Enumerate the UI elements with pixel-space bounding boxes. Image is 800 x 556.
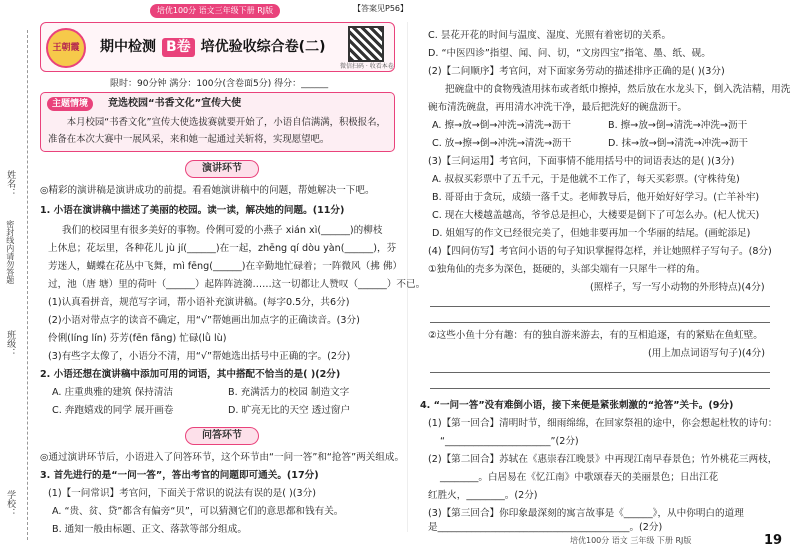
q3-4-note-1: (照样子，写一写小动物的外形特点)(4分) bbox=[590, 282, 765, 293]
seal-line bbox=[27, 30, 28, 540]
question-3-3: (3)【三问运用】考官问，下面事情不能用括号中的词语表达的是( )(3分) bbox=[428, 156, 735, 167]
passage-line-1: 我们的校园里有很多美好的事物。伶俐可爱的小燕子 xián xì(______)的柳枝 bbox=[62, 225, 383, 236]
answer-line[interactable] bbox=[430, 322, 770, 323]
title-badge: B卷 bbox=[162, 38, 195, 57]
question-4-2-blank-2[interactable]: 红胜火，________。(2分) bbox=[428, 490, 538, 501]
footer-text: 培优100分 语文 三年级 下册 RJ版 bbox=[570, 536, 692, 545]
question-1-3: (3)有些字太像了，小语分不清，用“√”帮她选出括号中正确的字。(2分) bbox=[48, 351, 351, 362]
q3-3-option-b[interactable]: B. 哥哥由于贪玩，成绩一落千丈。老师教导后，他开始好好学习。(亡羊补牢) bbox=[432, 192, 760, 203]
answer-ref: 【答案见P56】 bbox=[353, 4, 409, 13]
q3-2-option-c[interactable]: C. 放→擦→倒→冲洗→清洗→沥干 bbox=[432, 138, 572, 149]
theme-tag: 主题情境 bbox=[47, 97, 93, 111]
column-divider bbox=[407, 22, 408, 532]
q3-4-sentence-1: ①独角仙的壳多为深色，挺硬的，头部尖端有一只犀牛一样的角。 bbox=[428, 264, 706, 275]
question-2: 2. 小语还想在演讲稿中添加可用的词语，其中搭配不恰当的是( )(2分) bbox=[40, 369, 341, 380]
question-1-2: (2)小语对带点字的读音不确定，用“√”帮她画出加点字的正确读音。(3分) bbox=[48, 315, 360, 326]
question-4-3-blank[interactable]: 是________________________________________。(2分) bbox=[428, 522, 663, 533]
q2-option-c[interactable]: C. 奔跑嬉戏的同学 展开画卷 bbox=[52, 405, 174, 416]
question-1-1: (1)认真看拼音，规范写字词，帮小语补充演讲稿。(每字0.5分，共6分) bbox=[48, 297, 350, 308]
question-4-2-blank-1[interactable]: ________。白居易在《忆江南》中歌颂春天的美丽景色；日出江花 bbox=[440, 472, 719, 483]
question-4-3: (3)【第三回合】你印象最深刻的寓言故事是《______》，从中你明白的道理 bbox=[428, 508, 744, 519]
sec2-intro: ◎通过演讲环节后，小语进入了问答环节，这个环节由“一问一答”和“抢答”两关组成。 bbox=[40, 452, 405, 463]
header-banner: 培优100分 语文三年级下册 RJ版 bbox=[150, 4, 280, 18]
theme-text: 本月校园“书香文化”宣传大使选拔赛就要开始了，小语自信满满，积极报名，准备在本次大赛中一展风采，来和她一起通过关斩将，实现愿望吧。 bbox=[48, 117, 386, 145]
passage-line-4: 过，池（唐 塘）里的荷叶（______）起阵阵涟漪……这一切都让人赞叹（______）不已。 bbox=[48, 279, 426, 290]
q3-1-option-c[interactable]: C. 昙花开花的时间与温度、湿度、光照有着密切的关系。 bbox=[428, 30, 672, 41]
question-4-1-blank[interactable]: “______________________”(2分) bbox=[440, 436, 579, 447]
question-1-2-options[interactable]: 伶俐(líng lín) 芬芳(fēn fāng) 忙碌(lǜ lù) bbox=[48, 333, 227, 344]
sec1-intro: ◎精彩的演讲稿是演讲成功的前提。看看她演讲稿中的问题，帮她解决一下吧。 bbox=[40, 185, 375, 196]
q3-2-option-b[interactable]: B. 擦→放→倒→清洗→冲洗→沥干 bbox=[608, 120, 748, 131]
q3-3-option-c[interactable]: C. 现在大楼越盖越高，爷爷总是担心，大楼要是倒下了可怎么办。(杞人忧天) bbox=[432, 210, 760, 221]
q3-1-option-d[interactable]: D. “中医四诊”指望、闻、问、切，“文房四宝”指笔、墨、纸、砚。 bbox=[428, 48, 711, 59]
answer-line[interactable] bbox=[430, 388, 770, 389]
class-label: 班级： bbox=[5, 330, 16, 357]
question-1: 1. 小语在演讲稿中描述了美丽的校园。读一读，解决她的问题。(11分) bbox=[40, 205, 345, 216]
passage-line-3: 芳迷人，蝴蝶在花丛中飞舞，mì fēng(______)在辛勤地忙碌着；一阵微风（拂 佛） bbox=[48, 261, 403, 272]
question-4: 4. “一问一答”没有难倒小语，接下来便是紧张刺激的“抢答”关卡。(9分) bbox=[420, 400, 734, 411]
question-3-4: (4)【四问仿写】考官问小语的句子知识掌握得怎样，并让她照样子写句子。(8分) bbox=[428, 246, 772, 257]
question-4-2: (2)【第二回合】苏轼在《惠崇春江晚景》中再现江南早春景色；竹外桃花三两枝， bbox=[428, 454, 778, 465]
answer-line[interactable] bbox=[430, 372, 770, 373]
q3-2-option-d[interactable]: D. 抹→放→倒→清洗→冲洗→沥干 bbox=[608, 138, 749, 149]
q2-option-d[interactable]: D. 旷亮无比的天空 透过窗户 bbox=[228, 405, 351, 416]
question-4-1: (1)【第一回合】清明时节，细雨绵绵，在回家祭祖的途中，你会想起杜牧的诗句： bbox=[428, 418, 778, 429]
section-qa: 问答环节 bbox=[185, 427, 259, 445]
binding-strip bbox=[0, 20, 22, 556]
page-title bbox=[100, 38, 325, 57]
title-left: 期中检测 bbox=[100, 39, 156, 55]
q3-2-text-2: 碗布清洗碗盘，再用清水冲洗干净，最后把洗好的碗盘沥干。 bbox=[428, 102, 688, 113]
q3-1-option-a[interactable]: A. “贵、贫、贷”都含有偏旁“贝”，可以猜测它们的意思都和钱有关。 bbox=[52, 506, 344, 517]
q3-1-option-b[interactable]: B. 通知一般由标题、正文、落款等部分组成。 bbox=[52, 524, 247, 535]
section-speech: 演讲环节 bbox=[185, 160, 259, 178]
theme-title: 竞选校园“书香文化”宣传大使 bbox=[108, 98, 242, 109]
passage-line-2: 上休息；花坛里，各种花儿 jù jí(______)在一起，zhēng qí dòu yàn(______)，芬 bbox=[48, 243, 397, 254]
q3-3-option-a[interactable]: A. 叔叔买彩票中了五千元，于是他就不工作了，每天买彩票。(守株待兔) bbox=[432, 174, 740, 185]
qr-code-icon[interactable] bbox=[348, 26, 384, 62]
exam-limits: 限时：90分钟 满分：100分(含卷面5分) 得分：______ bbox=[110, 79, 329, 89]
q3-2-option-a[interactable]: A. 擦→放→倒→冲洗→清洗→沥干 bbox=[432, 120, 572, 131]
question-3-1: (1)【一问常识】考官问，下面关于常识的说法有误的是( )(3分) bbox=[48, 488, 316, 499]
q3-4-note-2: (用上加点词语写句子)(4分) bbox=[648, 348, 766, 359]
page-number: 19 bbox=[764, 533, 783, 548]
answer-line[interactable] bbox=[430, 306, 770, 307]
qr-label: 微信扫码 · 收看本卷 bbox=[340, 63, 394, 70]
title-right: 培优验收综合卷(二) bbox=[200, 39, 326, 55]
q2-option-b[interactable]: B. 充满活力的校园 制造文字 bbox=[228, 387, 350, 398]
brand-logo: 王朝霞 bbox=[46, 28, 86, 68]
q3-2-text-1: 把碗盘中的食物残渣用抹布或者纸巾擦掉，然后放在水龙头下，倒入洗洁精，用洗 bbox=[445, 84, 791, 95]
question-3-2: (2)【二问顺序】考官问，对下面家务劳动的描述排序正确的是( )(3分) bbox=[428, 66, 725, 77]
seal-warning: 密封线内请勿答题 bbox=[5, 220, 15, 284]
school-label: 学校： bbox=[5, 490, 16, 517]
q3-4-sentence-2: ②这些小鱼十分有趣：有的独自游来游去，有的互相追逐，有的紧贴在鱼虹壁。 bbox=[428, 330, 763, 341]
name-label: 姓名： bbox=[5, 170, 16, 197]
q2-option-a[interactable]: A. 庄重典雅的建筑 保持清洁 bbox=[52, 387, 174, 398]
q3-3-option-d[interactable]: D. 姐姐写的作文已经很完美了，但她非要再加一个华丽的结尾。(画蛇添足) bbox=[432, 228, 751, 239]
question-3: 3. 首先进行的是“一问一答”，答出考官的问题即可通关。(17分) bbox=[40, 470, 319, 481]
